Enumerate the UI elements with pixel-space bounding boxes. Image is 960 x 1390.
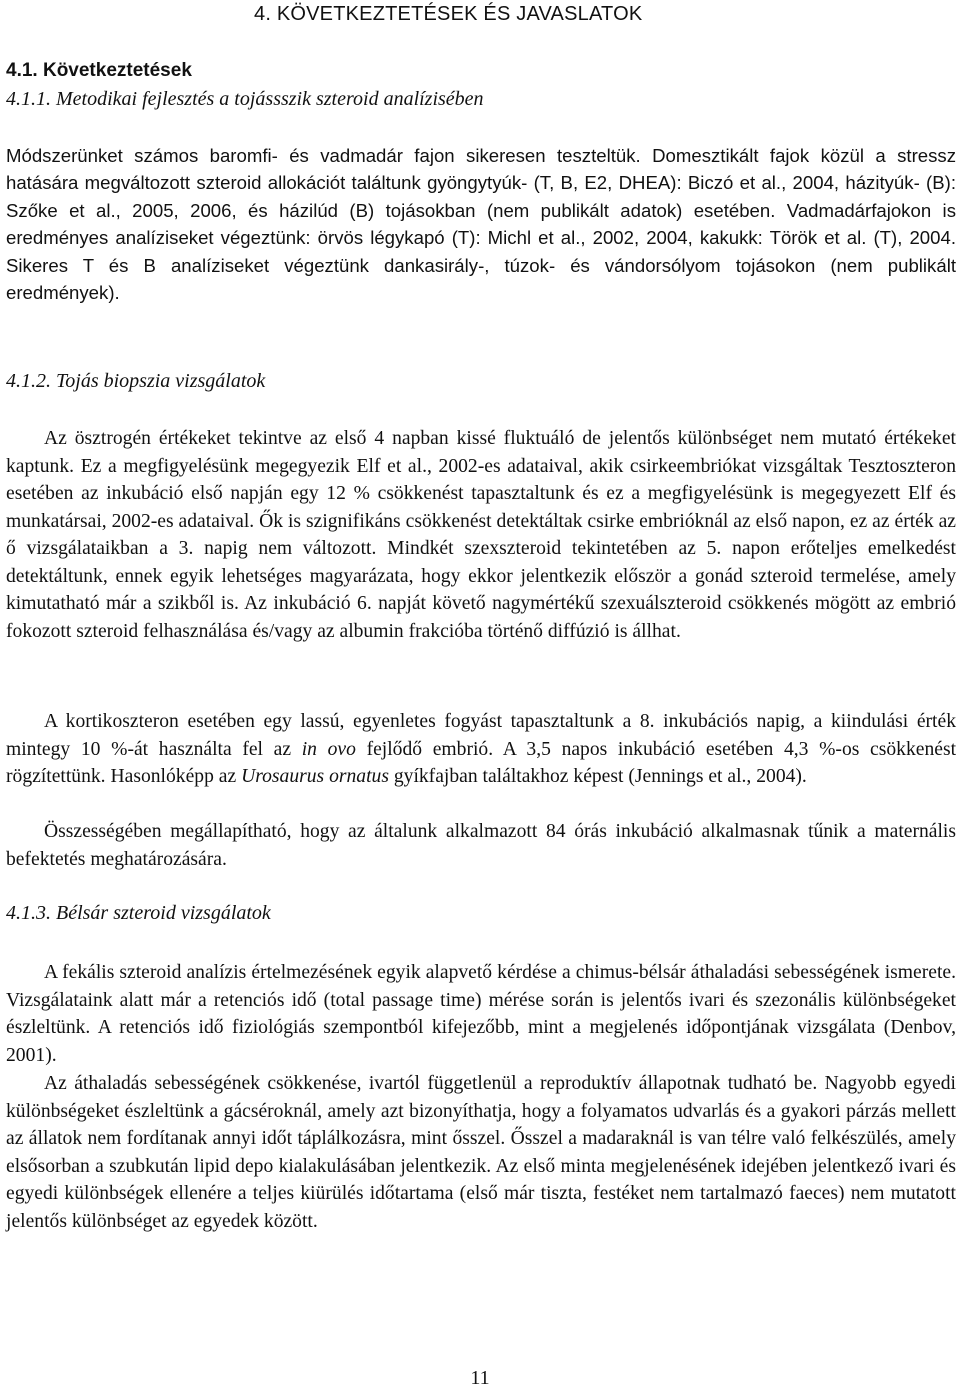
paragraph-fecal: A fekális szteroid analízis értelmezésének egyik alapvető kérdése a chimus-bélsár áthaladási sebességének ismerete. Vizsgálataink alatt már a retenciós idő (total passage time) mérése során is jelentős ivari és szezonális különbségeket észleltünk. A retenciós idő fiziológiás szempontból kifejezőbb, mint a megjelenés időpontjának vizsgálata (Denbov, 2001). [6,962,956,1066]
italic-term: in ovo [301,738,356,760]
subsection-heading-4-1-1: 4.1.1. Metodikai fejlesztés a tojássszik szteroid analízisében [6,88,484,110]
text-run: gyíkfajban találtakhoz képest (Jennings et al., 2004). [388,766,807,787]
paragraph-corticosterone [6,708,956,791]
chapter-title: 4. KÖVETKEZTETÉSEK ÉS JAVASLATOK [254,3,643,25]
subsection-heading-4-1-3: 4.1.3. Bélsár szteroid vizsgálatok [6,902,271,924]
text-run: A kortikoszteron esetében egy lassú, egyenletes fogyást tapasztaltunk a 8. inkubációs napig, a kiindulási érték mintegy 10 %-át használta fel az [6,711,956,760]
page-number: 11 [470,1367,490,1389]
paragraph-methods: Módszerünket számos baromfi- és vadmadár fajon sikeresen teszteltük. Domesztikált fajok közül a stressz hatására megváltozott szteroid allokációt találtunk gyöngytyúk- (T, B, E2, DHEA): Biczó et al., 2004, házityúk- (B): Szőke et al., 2005, 2006, és házilúd (B) tojásokban (nem publikált adatok) esetében. Vadmadárfajokon is eredményes analíziseket végeztünk: örvös légykapó (T): Michl et al., 2002, 2004, kakukk: Török et al. (T), 2004. Sikeres T és B analíziseket végeztünk dankasirály-, túzok- és vándorsólyom tojásokon (nem publikált eredmények). [6,145,956,304]
subsection-heading-4-1-2: 4.1.2. Tojás biopszia vizsgálatok [6,370,266,392]
text-run: fejlődő embrió. A 3,5 napos inkubáció esetében 4,3 %-os csökkenést rögzítettünk. Hasonlóképp az [6,738,957,787]
paragraph-passage: Az áthaladás sebességének csökkenése, ivartól függetlenül a reproduktív állapotnak tudható be. Nagyobb egyedi különbségeket észleltünk a gácsérοknál, amely azt bizonyíthatja, hogy a folyamatos udvarlás és a gyakori párzás mellett az állatok nem fordítanak annyi időt táplálkozásra, mint ősszel. Ősszel a madaraknál is van télre való felkészülés, amely elsősorban a szubkután lipid depo kialakulásában jelentkezik. Az első minta megjelenésének idejében jelentkező ivari és egyedi különbségek ellenére a teljes kiürülés időtartama (első már tiszta, festéket nem tartalmazó faeces) nem mutatott jelentős különbséget az egyedek között. [6,1073,956,1232]
italic-species: Urosaurus ornatus [241,766,389,787]
section-heading-4-1: 4.1. Következtetések [6,60,192,81]
paragraph-summary: Összességében megállapítható, hogy az általunk alkalmazott 84 órás inkubáció alkalmasnak tűnik a maternális befektetés meghatározására. [6,821,956,870]
paragraph-estrogen: Az ösztrogén értékeket tekintve az első 4 napban kissé fluktuáló de jelentős különbséget nem mutató értékeket kaptunk. Ez a megfigyelésünk megegyezik Elf et al., 2002-es adataival, akik csirkeembriókat vizsgáltak Tesztoszteron esetében az inkubáció első napján egy 12 % csökkenést tapasztaltunk és ez a megfigyelésünk is megegyezett Elf és munkatársai, 2002-es adataival. Ők is szignifikáns csökkenést detektáltak csirke embrióknál az első napon, ez az érték az ő vizsgálataikban a 3. napig nem változott. Mindkét szexszteroid tekintetében az 5. napon erőteljes emelkedést detektáltunk, ennek egyik lehetséges magyarázata, hogy ekkor jelentkezik először a gonád szteroid termelése, amely kimutatható már a szikből is. Az inkubáció 6. napját követő nagymértékű szexuálszteroid csökkenés mögött az embrió fokozott szteroid felhasználása és/vagy az albumin frakcióba történő diffúzió is állhat. [6,428,956,642]
